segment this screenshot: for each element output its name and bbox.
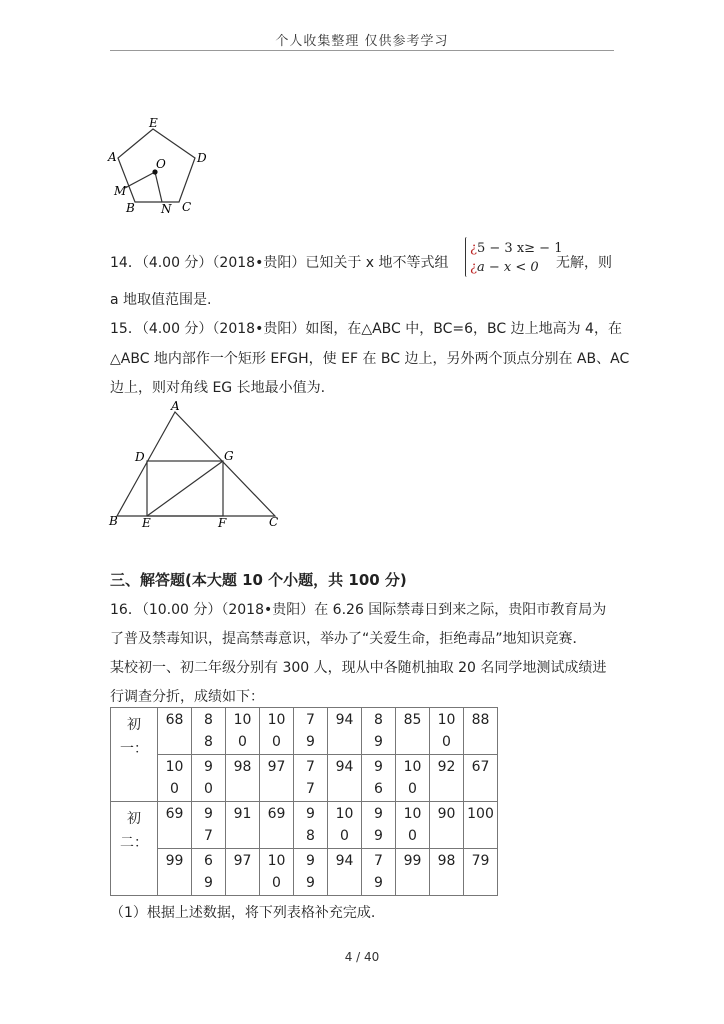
triangle-abc xyxy=(117,412,275,516)
table-cell: 88 xyxy=(464,708,498,755)
label-d: D xyxy=(197,151,207,165)
table-cell: 69 xyxy=(260,802,294,849)
table-cell: 9 9 xyxy=(294,849,328,896)
q16-line1: 16．（10.00 分）（2018•贵阳）在 6.26 国际禁毒日到来之际，贵阳市教育局为 xyxy=(110,602,607,618)
table-cell: 100 xyxy=(464,802,498,849)
table-cell: 97 xyxy=(226,849,260,896)
q14-line1-suffix: 无解，则 xyxy=(556,255,612,271)
table-cell: 10 0 xyxy=(226,708,260,755)
grade-2-label: 初 二： xyxy=(111,802,158,896)
label-f: F xyxy=(218,516,227,530)
table-cell: 10 0 xyxy=(430,708,464,755)
table-cell: 69 xyxy=(158,802,192,849)
q14-line2: a 地取值范围是. xyxy=(110,292,212,308)
label-b: B xyxy=(109,514,118,528)
table-cell: 10 0 xyxy=(260,708,294,755)
table-cell: 94 xyxy=(328,755,362,802)
table-cell: 90 xyxy=(430,802,464,849)
label-a: A xyxy=(171,399,180,413)
q16-line3: 某校初一、初二年级分别有 300 人，现从中各随机抽取 20 名同学地测试成绩进 xyxy=(110,660,607,676)
table-cell: 8 9 xyxy=(362,708,396,755)
table-cell: 94 xyxy=(328,708,362,755)
table-cell: 7 9 xyxy=(294,708,328,755)
label-o: O xyxy=(156,157,166,171)
table-cell: 10 0 xyxy=(328,802,362,849)
table-cell: 6 9 xyxy=(192,849,226,896)
table-cell: 9 8 xyxy=(294,802,328,849)
q14-inequality-2: ¿a − x < 0 xyxy=(470,260,539,275)
table-cell: 85 xyxy=(396,708,430,755)
table-cell: 9 9 xyxy=(362,802,396,849)
table-cell: 99 xyxy=(396,849,430,896)
table-cell: 92 xyxy=(430,755,464,802)
table-cell: 9 0 xyxy=(192,755,226,802)
table-cell: 68 xyxy=(158,708,192,755)
label-c: C xyxy=(182,200,192,214)
table-cell: 79 xyxy=(464,849,498,896)
label-e: E xyxy=(149,116,158,130)
header-rule xyxy=(110,50,614,51)
q15-line3: 边上，则对角线 EG 长地最小值为. xyxy=(110,380,326,396)
table-row xyxy=(111,708,498,755)
table-cell: 7 9 xyxy=(362,849,396,896)
label-b: B xyxy=(126,201,135,215)
table-row xyxy=(111,755,498,802)
page-header: 个人收集整理 仅供参考学习 xyxy=(275,34,449,49)
table-cell: 10 0 xyxy=(158,755,192,802)
q14-inequality-1: ¿5 − 3 x≥ − 1 xyxy=(470,241,563,256)
table-cell: 97 xyxy=(260,755,294,802)
page-number: 4 / 40 xyxy=(344,950,380,964)
score-table xyxy=(110,707,498,896)
table-cell: 98 xyxy=(430,849,464,896)
label-m: M xyxy=(114,184,127,198)
section-title: 三、解答题(本大题 10 个小题，共 100 分) xyxy=(110,571,407,589)
table-cell: 67 xyxy=(464,755,498,802)
table-cell: 9 7 xyxy=(192,802,226,849)
triangle-figure xyxy=(105,398,290,533)
table-row xyxy=(111,849,498,896)
label-g: G xyxy=(224,449,234,463)
q15-line1: 15．（4.00 分）（2018•贵阳）如图，在△ABC 中，BC=6，BC 边上地高为 4，在 xyxy=(110,321,622,337)
table-cell: 98 xyxy=(226,755,260,802)
segment-om xyxy=(125,172,155,188)
segment-on xyxy=(155,172,162,202)
grade-1-label: 初 一： xyxy=(111,708,158,802)
table-cell: 10 0 xyxy=(396,755,430,802)
table-cell: 99 xyxy=(158,849,192,896)
table-cell: 7 7 xyxy=(294,755,328,802)
q16-line4: 行调查分折，成绩如下： xyxy=(110,689,264,705)
q15-line2: △ABC 地内部作一个矩形 EFGH，使 EF 在 BC 边上，另外两个顶点分别在 AB、AC xyxy=(110,351,630,367)
label-a: A xyxy=(108,150,117,164)
label-d: D xyxy=(135,450,145,464)
q16-sub1: （1）根据上述数据，将下列表格补充完成. xyxy=(110,905,376,921)
q14-line1-prefix: 14．（4.00 分）（2018•贵阳）已知关于 x 地不等式组 xyxy=(110,255,449,271)
pentagon-figure xyxy=(105,115,215,220)
label-e: E xyxy=(142,516,151,530)
table-cell: 91 xyxy=(226,802,260,849)
table-cell: 8 8 xyxy=(192,708,226,755)
q16-line2: 了普及禁毒知识，提高禁毒意识，举办了“关爱生命，拒绝毒品”地知识竞赛． xyxy=(110,631,587,647)
label-c: C xyxy=(269,515,279,529)
diagonal-eg xyxy=(147,461,223,516)
system-brace xyxy=(465,237,469,277)
table-cell: 94 xyxy=(328,849,362,896)
table-cell: 10 0 xyxy=(396,802,430,849)
table-cell: 10 0 xyxy=(260,849,294,896)
table-cell: 9 6 xyxy=(362,755,396,802)
label-n: N xyxy=(161,202,172,216)
table-row xyxy=(111,802,498,849)
